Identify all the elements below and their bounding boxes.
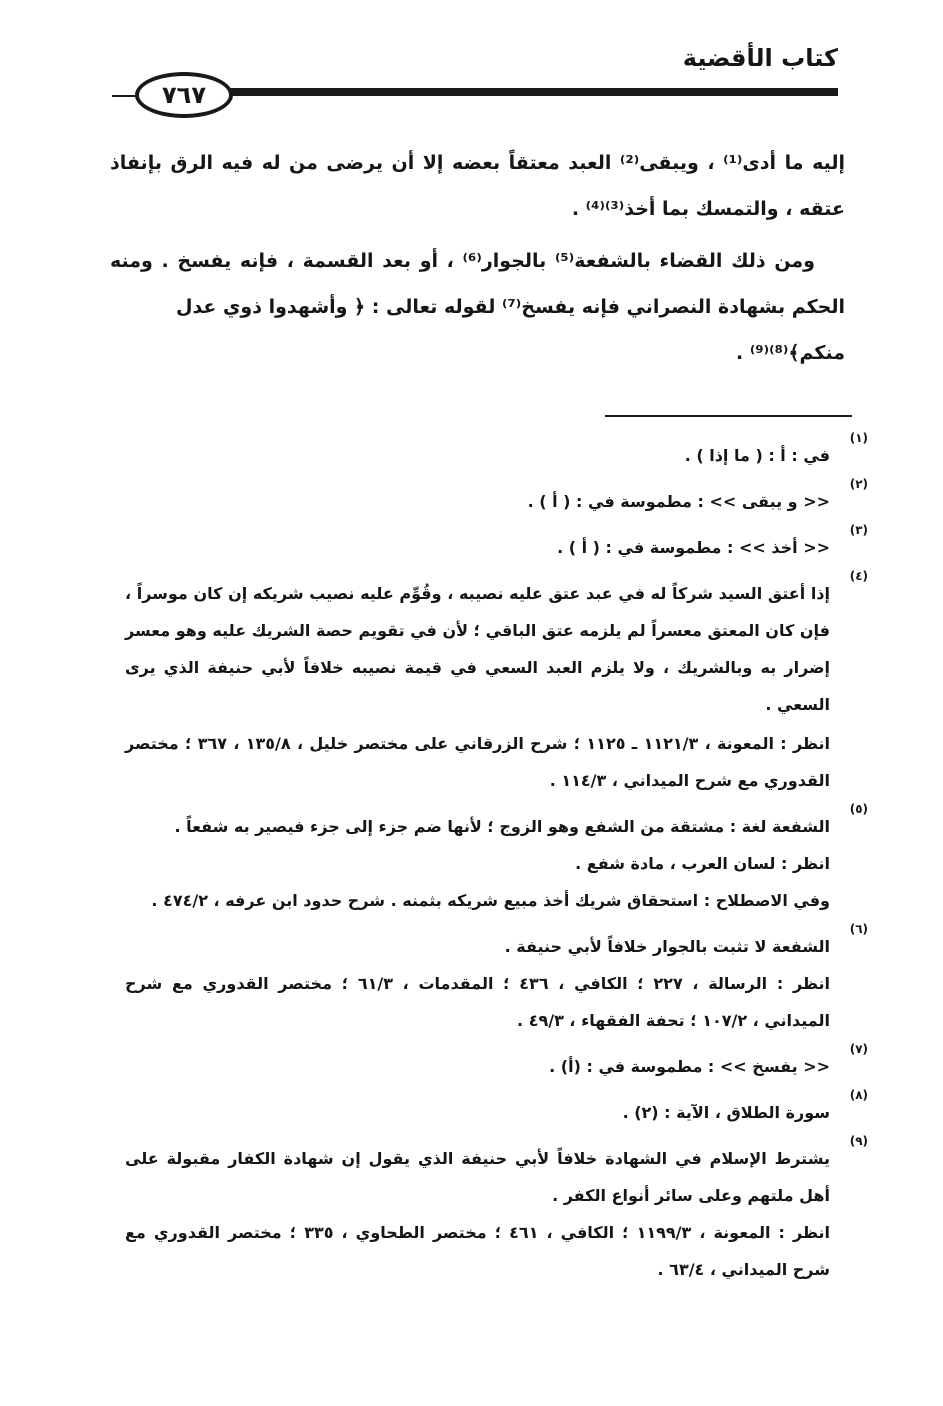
footnote-marker: (٢) bbox=[849, 477, 868, 491]
footnote-1 bbox=[125, 431, 868, 474]
paragraph-1: إليه ما أدى⁽¹⁾ ، ويبقى⁽²⁾ العبد معتقاً بعضه إلا أن يرضى من له فيه الرق بإنفاذ عتقه ، والتمسك بما أخذ⁽³⁾⁽⁴⁾ . bbox=[110, 152, 845, 220]
footnote-marker: (٥) bbox=[849, 802, 868, 816]
footnote-text: يشترط الإسلام في الشهادة خلافاً لأبي حنيفة الذي يقول إن شهادة الكفار مقبولة على أهل ملتهم وعلى سائر أنواع الكفر . bbox=[125, 1149, 830, 1205]
footnotes bbox=[125, 431, 868, 1297]
footnote-reference: انظر : المعونة ، ١١٩٩/٣ ؛ الكافي ، ٤٦١ ؛ مختصر الطحاوي ، ٣٣٥ ؛ مختصر القدوري مع شرح الميداني ، ٦٣/٤ . bbox=[125, 1223, 830, 1279]
footnote-6 bbox=[125, 922, 868, 1039]
footnote-marker: (٩) bbox=[849, 1134, 868, 1148]
footnote-text: << يفسخ >> : مطموسة في : (أ) . bbox=[549, 1057, 830, 1076]
footnote-text: << و يبقى >> : مطموسة في : ( أ ) . bbox=[527, 492, 830, 511]
footnote-marker: (٦) bbox=[849, 922, 868, 936]
footnote-2 bbox=[125, 477, 868, 520]
footnote-reference: انظر : المعونة ، ١١٢١/٣ ـ ١١٢٥ ؛ شرح الزرقاني على مختصر خليل ، ١٣٥/٨ ، ٣٦٧ ؛ مختصر القدوري مع شرح الميداني ، ١١٤/٣ . bbox=[125, 734, 831, 790]
footnote-text: << أخذ >> : مطموسة في : ( أ ) . bbox=[557, 538, 830, 557]
footnote-3 bbox=[125, 523, 868, 566]
main-text bbox=[110, 140, 845, 376]
footnote-marker: (١) bbox=[849, 431, 868, 445]
footnote-marker: (٤) bbox=[849, 569, 868, 583]
page-number: ٧٦٧ bbox=[135, 72, 233, 118]
footnote-text: الشفعة لغة : مشتقة من الشفع وهو الزوج ؛ لأنها ضم جزء إلى جزء فيصير به شفعاً . bbox=[174, 817, 830, 836]
footnote-text: إذا أعتق السيد شركاً له في عبد عتق عليه نصيبه ، وقُوِّم عليه نصيب شريكه إن كان موسراً ، فإن كان المعتق معسراً لم يلزمه عتق الباقي ؛ لأن في تقويم حصة الشريك عليه وهو معسر إضرار به وبالشريك ، ولا يلزم العبد السعي في قيمة نصيبه خلافاً لأبي حنيفة الذي يرى السعي . bbox=[125, 584, 830, 714]
footnote-4 bbox=[125, 569, 868, 799]
paragraph-3: منكم﴾⁽⁸⁾⁽⁹⁾ . bbox=[736, 342, 845, 364]
footnote-9 bbox=[125, 1134, 868, 1288]
footnote-7 bbox=[125, 1042, 868, 1085]
header-rule bbox=[140, 88, 838, 96]
footnote-reference: انظر : لسان العرب ، مادة شفع . bbox=[575, 854, 830, 873]
running-title: كتاب الأقضية bbox=[682, 44, 838, 72]
footnote-8 bbox=[125, 1088, 868, 1131]
footnote-text: في : أ : ( ما إذا ) . bbox=[684, 446, 830, 465]
footnote-text: سورة الطلاق ، الآية : (٢) . bbox=[622, 1103, 830, 1122]
footnote-marker: (٣) bbox=[849, 523, 868, 537]
footnote-text: الشفعة لا تثبت بالجوار خلافاً لأبي حنيفة . bbox=[504, 937, 830, 956]
footnote-separator bbox=[605, 415, 852, 417]
paragraph-2: ومن ذلك القضاء بالشفعة⁽⁵⁾ بالجوار⁽⁶⁾ ، أو بعد القسمة ، فإنه يفسخ . ومنه الحكم بشهادة النصراني فإنه يفسخ⁽⁷⁾ لقوله تعالى : ﴿ وأشهدوا ذوي عدل bbox=[110, 250, 845, 318]
footnote-reference: انظر : الرسالة ، ٢٢٧ ؛ الكافي ، ٤٣٦ ؛ المقدمات ، ٦١/٣ ؛ مختصر القدوري مع شرح الميداني ، ١٠٧/٢ ؛ تحفة الفقهاء ، ٤٩/٣ . bbox=[125, 974, 830, 1030]
footnote-marker: (٨) bbox=[849, 1088, 868, 1102]
footnote-5 bbox=[125, 802, 868, 919]
footnote-text: وفي الاصطلاح : استحقاق شريك أخذ مبيع شريكه بثمنه . شرح حدود ابن عرفه ، ٤٧٤/٢ . bbox=[151, 891, 830, 910]
footnote-marker: (٧) bbox=[849, 1042, 868, 1056]
